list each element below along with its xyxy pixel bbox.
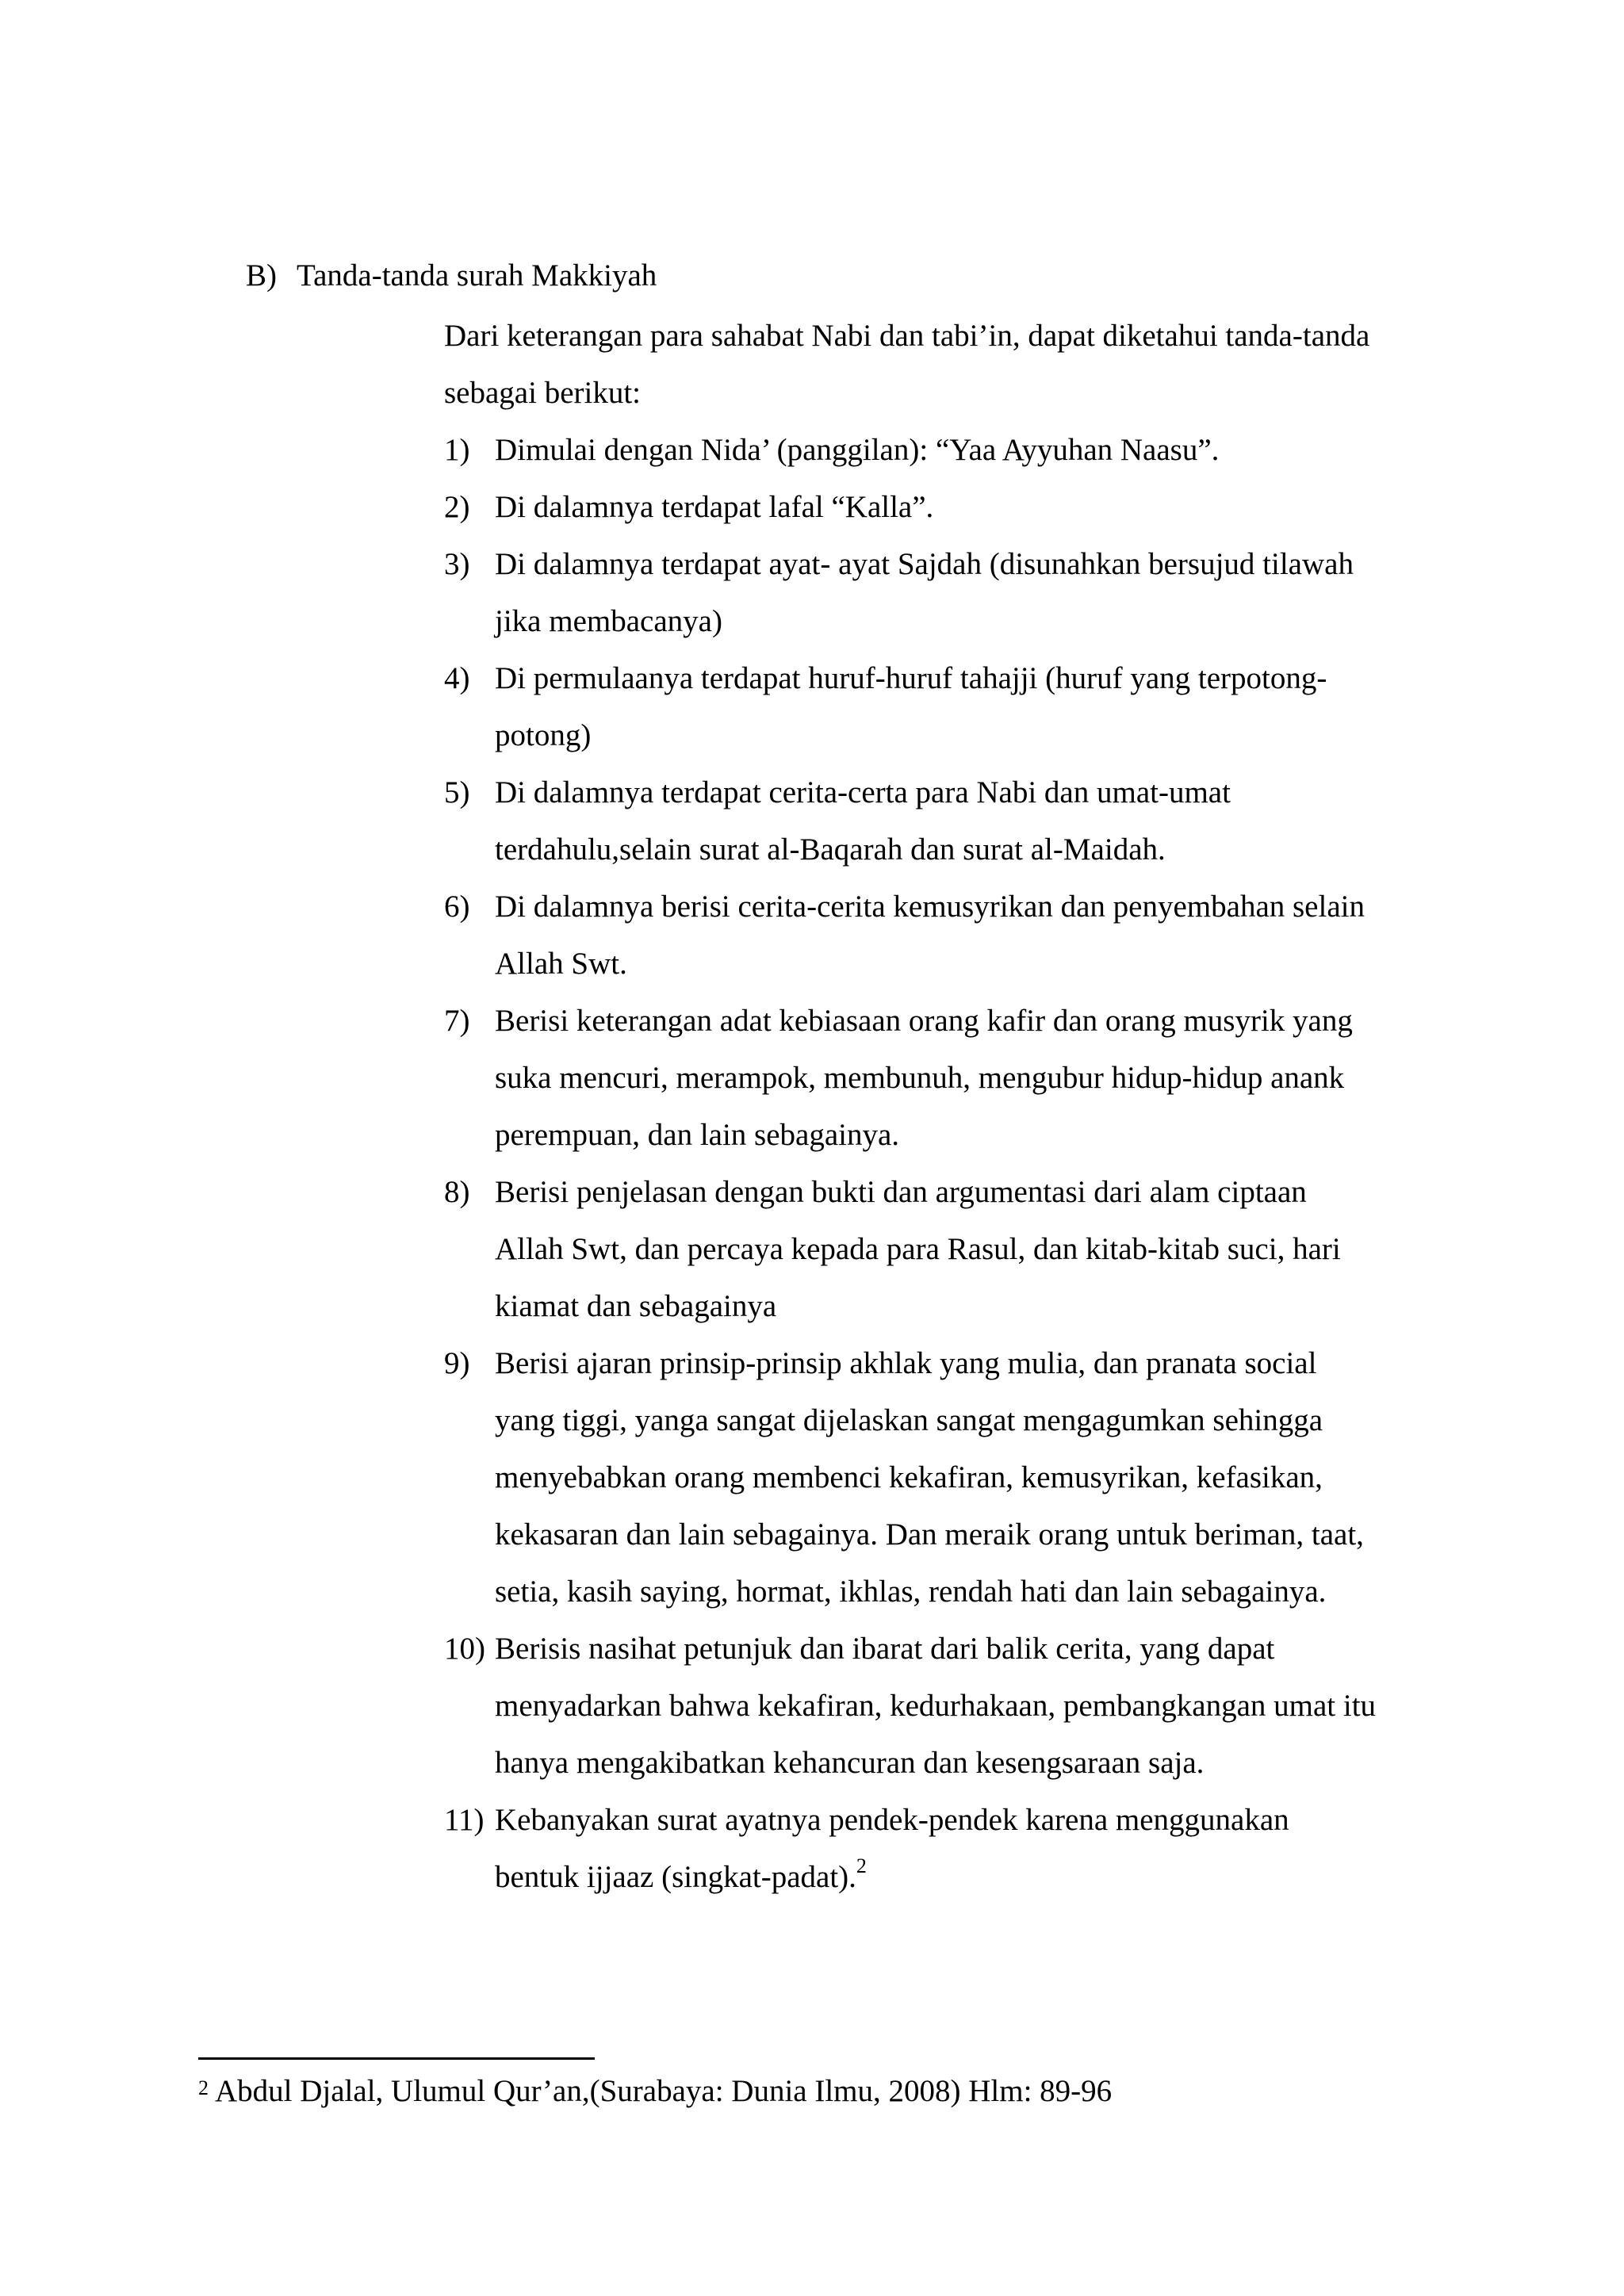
list-item-text	[495, 1335, 1443, 1621]
footnote-text: Abdul Djalal, Ulumul Qur’an,(Surabaya: Dunia Ilmu, 2008) Hlm: 89-96	[215, 2074, 1113, 2108]
list-item-number: 9)	[444, 1346, 470, 1380]
list-item-line: Berisi keterangan adat kebiasaan orang kafir dan orang musyrik yang	[495, 1004, 1353, 1038]
list-item-number: 1)	[444, 433, 470, 467]
footnote	[198, 2069, 1112, 2110]
list-item-line: setia, kasih saying, hormat, ikhlas, rendah hati dan lain sebagainya.	[495, 1575, 1327, 1609]
section-marker: B)	[246, 258, 277, 293]
list-item-number: 7)	[444, 1004, 470, 1038]
list-item-number: 11)	[444, 1803, 485, 1837]
list-item-line: Allah Swt.	[495, 947, 627, 981]
list-item-line: Berisis nasihat petunjuk dan ibarat dari balik cerita, yang dapat	[495, 1632, 1275, 1666]
list-item-text	[495, 536, 1443, 650]
numbered-list	[444, 422, 1443, 1906]
list-item-line: potong)	[495, 718, 592, 752]
list-item-line: Berisi ajaran prinsip-prinsip akhlak yang mulia, dan pranata social	[495, 1346, 1317, 1380]
list-item-number: 10)	[444, 1632, 485, 1666]
list-item-text	[495, 993, 1443, 1164]
list-item-number: 5)	[444, 775, 470, 809]
list-item	[444, 479, 1443, 536]
list-item-line: yang tiggi, yanga sangat dijelaskan sangat mengagumkan sehingga	[495, 1403, 1323, 1437]
section-title: Tanda-tanda surah Makkiyah	[297, 258, 657, 293]
list-item-line: suka mencuri, merampok, membunuh, mengubur hidup-hidup anank	[495, 1061, 1345, 1095]
intro-line: Dari keterangan para sahabat Nabi dan tabi’in, dapat diketahui tanda-tanda	[444, 319, 1370, 353]
list-item	[444, 650, 1443, 764]
list-item-line: Allah Swt, dan percaya kepada para Rasul, dan kitab-kitab suci, hari	[495, 1232, 1341, 1266]
list-item-line: jika membacanya)	[495, 604, 722, 638]
list-item	[444, 764, 1443, 878]
list-item-line: Di permulaanya terdapat huruf-huruf tahajji (huruf yang terpotong-	[495, 661, 1327, 695]
list-item-number: 4)	[444, 661, 470, 695]
list-item	[444, 1335, 1443, 1621]
list-item-line: kiamat dan sebagainya	[495, 1289, 777, 1323]
list-item-text	[495, 764, 1443, 878]
list-item-line	[495, 1849, 1443, 1906]
footnote-mark: 2	[198, 2076, 209, 2099]
list-item	[444, 422, 1443, 479]
list-item-line: Dimulai dengan Nida’ (panggilan): “Yaa Ayyuhan Naasu”.	[495, 433, 1220, 467]
list-item-text	[495, 650, 1443, 764]
list-item-text	[495, 1164, 1443, 1335]
list-item-line: Kebanyakan surat ayatnya pendek-pendek karena menggunakan	[495, 1803, 1289, 1837]
list-item-line: terdahulu,selain surat al-Baqarah dan surat al-Maidah.	[495, 832, 1166, 867]
list-item	[444, 536, 1443, 650]
list-item-line: Berisi penjelasan dengan bukti dan argumentasi dari alam ciptaan	[495, 1175, 1307, 1209]
list-item-line: menyebabkan orang membenci kekafiran, kemusyrikan, kefasikan,	[495, 1460, 1323, 1494]
list-item-number: 3)	[444, 547, 470, 581]
list-item-line: Di dalamnya berisi cerita-cerita kemusyrikan dan penyembahan selain	[495, 890, 1365, 924]
list-item	[444, 993, 1443, 1164]
list-item-text	[495, 878, 1443, 993]
footnote-separator	[198, 2057, 595, 2060]
list-item-line: perempuan, dan lain sebagainya.	[495, 1118, 900, 1152]
section-heading	[246, 257, 657, 295]
list-item-line-text: bentuk ijjaaz (singkat-padat).	[495, 1860, 856, 1894]
list-item-number: 6)	[444, 890, 470, 924]
list-item-number: 8)	[444, 1175, 470, 1209]
list-item-line: kekasaran dan lain sebagainya. Dan meraik orang untuk beriman, taat,	[495, 1517, 1364, 1552]
list-item-line: hanya mengakibatkan kehancuran dan kesengsaraan saja.	[495, 1746, 1205, 1780]
intro-line: sebagai berikut:	[444, 376, 641, 410]
list-item-text	[495, 422, 1443, 479]
list-item	[444, 878, 1443, 993]
list-item-line: menyadarkan bahwa kekafiran, kedurhakaan, pembangkangan umat itu	[495, 1689, 1377, 1723]
list-item-text	[495, 479, 1443, 536]
intro-paragraph	[444, 308, 1427, 422]
list-item	[444, 1792, 1443, 1906]
list-item-line: Di dalamnya terdapat lafal “Kalla”.	[495, 490, 934, 524]
list-item-number: 2)	[444, 490, 470, 524]
list-item-text	[495, 1621, 1443, 1792]
list-item-line: Di dalamnya terdapat cerita-certa para Nabi dan umat-umat	[495, 775, 1231, 809]
footnote-reference[interactable]: 2	[856, 1854, 867, 1877]
list-item-line: Di dalamnya terdapat ayat- ayat Sajdah (disunahkan bersujud tilawah	[495, 547, 1354, 581]
list-item-text	[495, 1792, 1443, 1906]
list-item	[444, 1621, 1443, 1792]
list-item	[444, 1164, 1443, 1335]
